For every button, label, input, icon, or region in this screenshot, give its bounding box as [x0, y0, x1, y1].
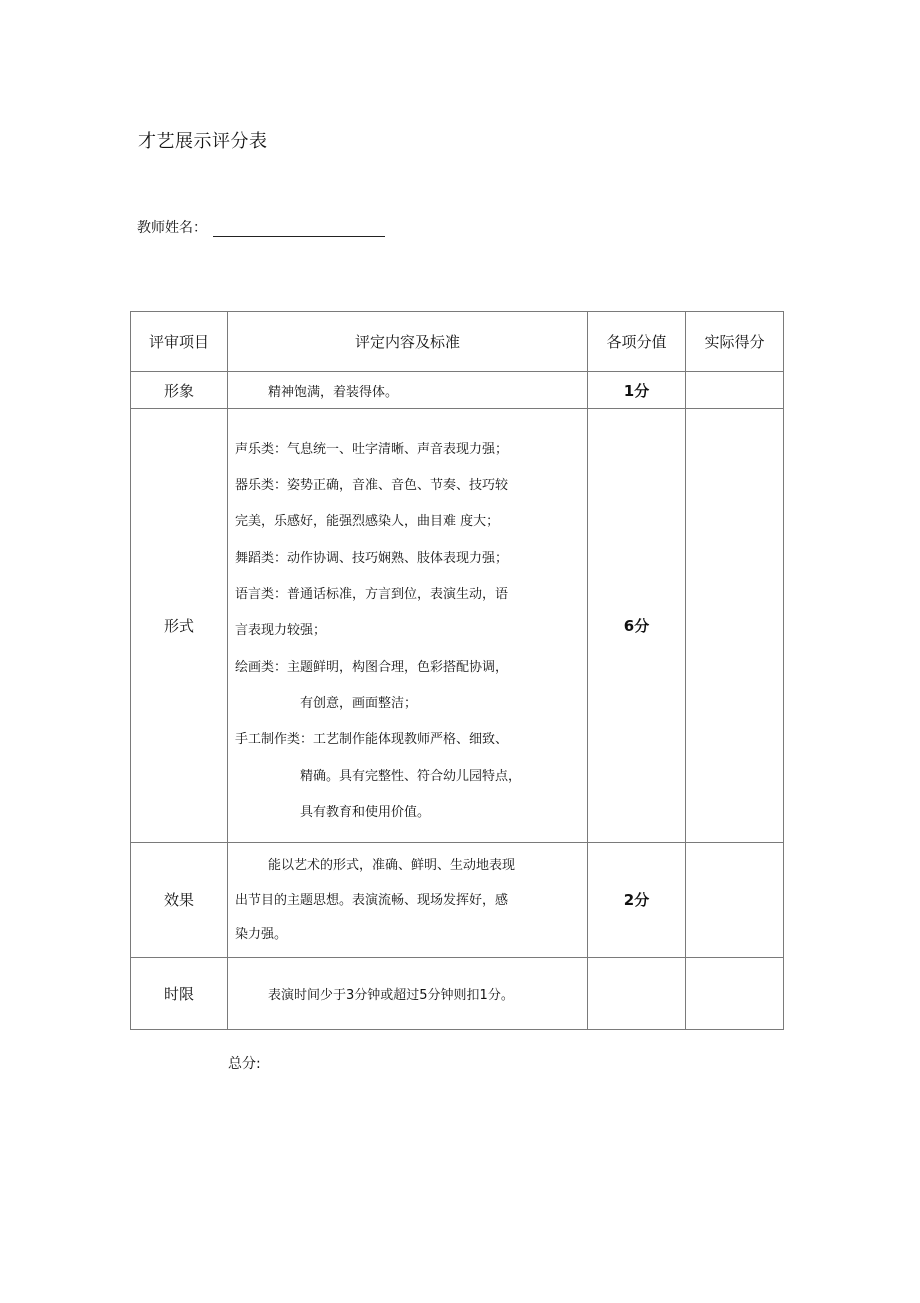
- criteria-line: 出节目的主题思想。表演流畅、现场发挥好，感: [235, 892, 509, 908]
- criteria-line: 精确。具有完整性、符合幼儿园特点，: [300, 768, 522, 784]
- criteria-line: 声乐类：气息统一、吐字清晰、声音表现力强；: [235, 441, 509, 457]
- row-points: [588, 957, 686, 1029]
- row-criteria: [228, 843, 588, 958]
- row-points: 2分: [588, 843, 686, 958]
- scoring-table: [130, 311, 784, 1030]
- table-row: [131, 843, 784, 958]
- criteria-line: 精神饱满，着装得体。: [268, 384, 399, 400]
- criteria-line: 完美，乐感好，能强烈感染人，曲目难 度大；: [235, 514, 500, 530]
- table-header-row: [131, 312, 784, 372]
- row-item-label: 效果: [131, 843, 228, 958]
- criteria-line: 言表现力较强；: [235, 623, 327, 639]
- row-points: 1分: [588, 372, 686, 409]
- row-points: 6分: [588, 409, 686, 843]
- table-row: [131, 957, 784, 1029]
- header-review-item: 评审项目: [131, 312, 228, 372]
- total-score-label: 总分:: [228, 1056, 261, 1072]
- row-item-label: 时限: [131, 957, 228, 1029]
- teacher-name-field: [137, 217, 385, 237]
- page-title: 才艺展示评分表: [138, 131, 268, 152]
- criteria-line: 具有教育和使用价值。: [300, 804, 431, 820]
- row-actual-score-cell[interactable]: [686, 957, 784, 1029]
- row-criteria: [228, 957, 588, 1029]
- row-actual-score-cell[interactable]: [686, 372, 784, 409]
- criteria-line: 染力强。: [235, 927, 288, 942]
- header-actual-score: 实际得分: [686, 312, 784, 372]
- criteria-line: 手工制作类：工艺制作能体现教师严格、细致、: [235, 732, 509, 748]
- table-row: [131, 409, 784, 843]
- criteria-line: 有创意，画面整洁；: [300, 695, 418, 711]
- row-criteria: [228, 409, 588, 843]
- criteria-line: 舞蹈类：动作协调、技巧娴熟、肢体表现力强；: [235, 550, 509, 566]
- row-item-label: 形式: [131, 409, 228, 843]
- row-criteria: [228, 372, 588, 409]
- criteria-line: 绘画类：主题鲜明，构图合理，色彩搭配协调，: [235, 659, 509, 675]
- criteria-line: 语言类：普通话标准，方言到位，表演生动，语: [235, 587, 509, 603]
- header-criteria: 评定内容及标准: [228, 312, 588, 372]
- teacher-name-blank[interactable]: [213, 222, 385, 237]
- row-actual-score-cell[interactable]: [686, 409, 784, 843]
- criteria-line: 器乐类：姿势正确，音准、音色、节奏、技巧较: [235, 478, 509, 494]
- criteria-line: 能以艺术的形式，准确、鲜明、生动地表现: [268, 858, 516, 873]
- row-actual-score-cell[interactable]: [686, 843, 784, 958]
- row-item-label: 形象: [131, 372, 228, 409]
- teacher-name-label: 教师姓名：: [137, 220, 207, 236]
- table-row: [131, 372, 784, 409]
- criteria-line: 表演时间少于3分钟或超过5分钟则扣1分。: [268, 987, 514, 1003]
- header-points: 各项分值: [588, 312, 686, 372]
